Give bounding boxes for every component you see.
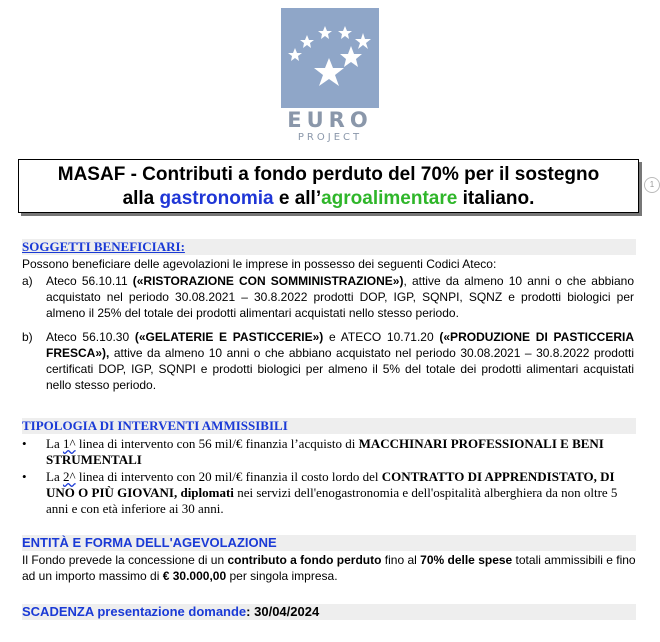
scadenza-line: SCADENZA presentazione domande: 30/04/2024: [22, 604, 636, 620]
item-b-text: Ateco 56.10.30 («GELATERIE E PASTICCERIE») e ATECO 10.71.20 («PRODUZIONE DI PASTICCERIA FRESCA»), attive da almeno 10 anni o che abbiano acquistato nel periodo 30.08.2021 – 30.8.2022 prodotti certificati DOP, IGP, SQNPI e prodotti biologici per almeno il 5% del totale dei prodotti alimentari acquistati nello stesso periodo.: [46, 330, 634, 392]
soggetti-intro: Possono beneficiare delle agevolazioni le imprese in possesso dei seguenti Codici Ateco:: [22, 257, 497, 271]
stars-emblem-icon: [281, 8, 379, 108]
bullet-icon: •: [22, 436, 27, 451]
logo-project-text: PROJECT: [297, 132, 363, 143]
title-box: [18, 159, 639, 213]
list-item-intervento-2: • La 2^ linea di intervento con 20 mil/€ finanzia il costo lordo del CONTRATTO DI APPRENDISTATO, DI UNO O PIÙ GIOVANI, diplomati nei servizi dell'enogastronomia e dell'ospitalità alberghiera da non oltre 5 anni e con età inferiore ai 30 anni.: [22, 469, 618, 516]
bullet-icon: •: [22, 469, 27, 484]
euro-project-logo: [281, 8, 379, 146]
title-agroalimentare: agroalimentare: [321, 188, 458, 209]
logo-euro-text: EURO: [287, 108, 373, 132]
entita-text: Il Fondo prevede la concessione di un contributo a fondo perduto fino al 70% delle spese totali ammissibili e fino ad un importo massimo di € 30.000,00 per singola impresa.: [22, 553, 636, 583]
section-entita-heading: ENTITÀ E FORMA DELL'AGEVOLAZIONE: [22, 535, 636, 551]
scadenza-date: 30/04/2024: [254, 604, 320, 619]
title-line-2: alla gastronomia e all’agroalimentare italiano.: [122, 188, 535, 209]
item-b-label: b): [22, 330, 33, 344]
list-item-a: [22, 273, 634, 321]
list-item-b: [22, 329, 634, 393]
list-item-intervento-1: • La 1^ linea di intervento con 56 mil/€ finanzia l’acquisto di MACCHINARI PROFESSIONALI E BENI STRUMENTALI: [22, 436, 604, 467]
title-gastronomia: gastronomia: [159, 188, 274, 209]
section-tipologia-heading: TIPOLOGIA DI INTERVENTI AMMISSIBILI: [22, 418, 636, 434]
comment-marker-icon[interactable]: 1: [644, 177, 660, 193]
item-a-label: a): [22, 274, 33, 288]
title-line-1: MASAF - Contributi a fondo perduto del 70% per il sostegno: [57, 164, 600, 185]
item-a-text: Ateco 56.10.11 («RISTORAZIONE CON SOMMINISTRAZIONE»), attive da almeno 10 anni o che abbiano acquistato nel periodo 30.08.2021 – 30.8.2022 prodotti DOP, IGP, SQNPI, SQNZ e prodotti biologici per almeno il 25% del totale dei prodotti alimentari acquistati nello stesso periodo.: [46, 274, 634, 320]
section-soggetti-heading: SOGGETTI BENEFICIARI:: [22, 239, 636, 255]
scadenza-label: SCADENZA presentazione domande: [22, 604, 247, 619]
